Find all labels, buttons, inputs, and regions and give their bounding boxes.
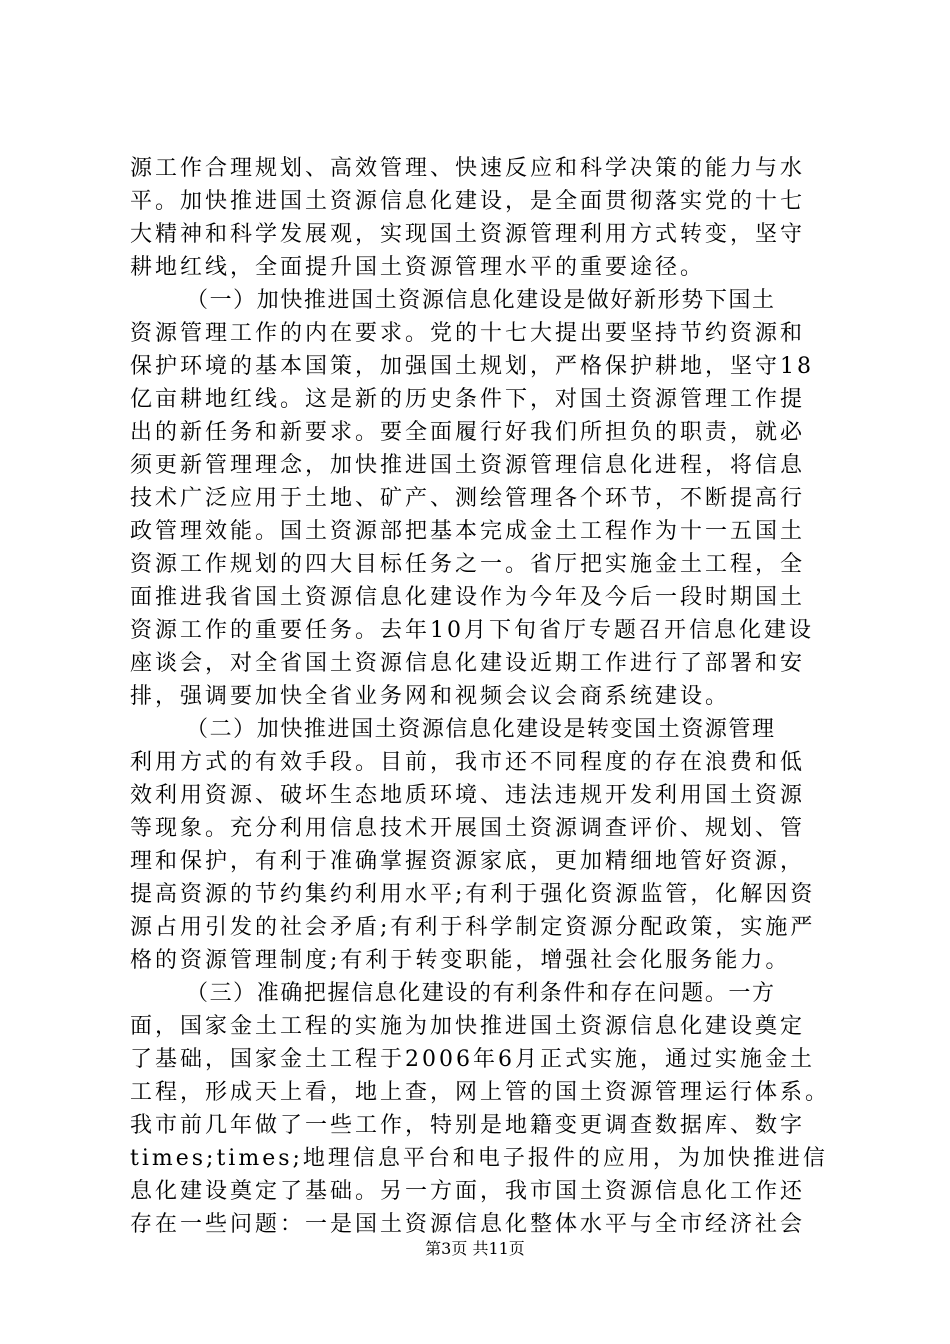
text-line: 效利用资源、破坏生态地质环境、违法违规开发利用国土资源	[130, 783, 806, 808]
text-line: 源占用引发的社会矛盾;有利于科学制定资源分配政策，实施严	[130, 915, 816, 940]
text-line: （三）准确把握信息化建设的有利条件和存在问题。一方	[186, 981, 776, 1006]
text-line: 理和保护，有利于准确掌握资源家底，更加精细地管好资源，	[130, 849, 806, 874]
text-line: 资源工作规划的四大目标任务之一。省厅把实施金土工程，全	[130, 552, 806, 577]
text-line: 了基础，国家金土工程于2006年6月正式实施，通过实施金土	[130, 1047, 815, 1072]
text-line: 资源工作的重要任务。去年10月下旬省厅专题召开信息化建设	[130, 618, 814, 643]
text-line: 须更新管理理念，加快推进国土资源管理信息化进程，将信息	[130, 453, 806, 478]
text-line: 平。加快推进国土资源信息化建设，是全面贯彻落实党的十七	[130, 189, 806, 214]
text-line: （一）加快推进国土资源信息化建设是做好新形势下国土	[186, 288, 776, 313]
text-line: 出的新任务和新要求。要全面履行好我们所担负的职责，就必	[130, 420, 806, 445]
text-line: 我市前几年做了一些工作，特别是地籍变更调查数据库、数字	[130, 1113, 806, 1138]
text-line: 源工作合理规划、高效管理、快速反应和科学决策的能力与水	[130, 156, 806, 181]
text-line: 资源管理工作的内在要求。党的十七大提出要坚持节约资源和	[130, 321, 806, 346]
page-footer: 第3页 共11页	[425, 1239, 525, 1258]
text-line: times;times;地理信息平台和电子报件的应用，为加快推进信	[130, 1146, 828, 1171]
text-line: 面推进我省国土资源信息化建设作为今年及今后一段时期国土	[130, 585, 806, 610]
text-line: 利用方式的有效手段。目前，我市还不同程度的存在浪费和低	[130, 750, 806, 775]
body-text	[130, 152, 830, 1241]
text-line: 座谈会，对全省国土资源信息化建设近期工作进行了部署和安	[130, 651, 806, 676]
text-line: 等现象。充分利用信息技术开展国土资源调查评价、规划、管	[130, 816, 806, 841]
text-line: （二）加快推进国土资源信息化建设是转变国土资源管理	[186, 717, 776, 742]
text-line: 排，强调要加快全省业务网和视频会议会商系统建设。	[130, 684, 731, 709]
text-line: 提高资源的节约集约利用水平;有利于强化资源监管，化解因资	[130, 882, 816, 907]
text-line: 技术广泛应用于土地、矿产、测绘管理各个环节，不断提高行	[130, 486, 806, 511]
text-line: 存在一些问题：一是国土资源信息化整体水平与全市经济社会	[130, 1212, 806, 1237]
text-line: 面，国家金土工程的实施为加快推进国土资源信息化建设奠定	[130, 1014, 806, 1039]
text-line: 息化建设奠定了基础。另一方面，我市国土资源信息化工作还	[130, 1179, 806, 1204]
text-line: 政管理效能。国土资源部把基本完成金土工程作为十一五国土	[130, 519, 806, 544]
text-line: 格的资源管理制度;有利于转变职能，增强社会化服务能力。	[130, 948, 791, 973]
text-line: 大精神和科学发展观，实现国土资源管理利用方式转变，坚守	[130, 222, 806, 247]
text-line: 工程，形成天上看，地上查，网上管的国土资源管理运行体系。	[130, 1080, 831, 1105]
text-line: 耕地红线，全面提升国土资源管理水平的重要途径。	[130, 255, 706, 280]
text-line: 亿亩耕地红线。这是新的历史条件下，对国土资源管理工作提	[130, 387, 806, 412]
text-line: 保护环境的基本国策，加强国土规划，严格保护耕地，坚守18	[130, 354, 814, 379]
